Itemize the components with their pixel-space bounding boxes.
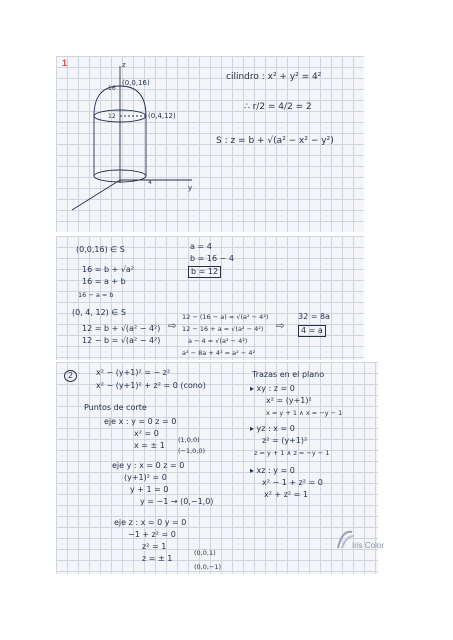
result-a: a = 4 <box>190 242 212 251</box>
top-point-label: (0,0,16) <box>122 79 150 87</box>
eje-z-line: −1 + z² = 0 <box>128 530 176 539</box>
tick-12: 12 <box>108 113 116 120</box>
point2-title: (0, 4, 12) ∈ S <box>72 308 126 317</box>
trace-xy-line: x² = (y+1)² <box>266 396 312 405</box>
point1-line: 16 − a = b <box>78 291 114 299</box>
trace-xy-line: x = y + 1 ∧ x = −y − 1 <box>266 409 343 417</box>
eje-y-line: (y+1)² = 0 <box>124 473 167 482</box>
result-b-box: b = 12 <box>188 266 221 278</box>
problem2-number: 2 <box>64 370 77 382</box>
trace-yz-line: z² = (y+1)² <box>262 436 308 445</box>
surface-equation: S : z = b + √(a² − x² − y²) <box>216 136 334 146</box>
iris-color-logo <box>332 526 385 558</box>
eje-x-line: eje x : y = 0 z = 0 <box>104 417 177 426</box>
axis-label-y: y <box>188 184 193 192</box>
implies-arrow: ⇨ <box>168 321 177 332</box>
cylinder-figure <box>60 58 200 218</box>
point1-title: (0,0,16) ∈ S <box>76 245 125 254</box>
implies-arrow: ⇨ <box>276 321 285 332</box>
cut-points-title: Puntos de corte <box>84 403 147 412</box>
eje-y-line: y + 1 = 0 <box>130 485 169 494</box>
x-axis <box>72 180 120 210</box>
rim-point-label: (0,4,12) <box>148 112 176 120</box>
cylinder-equation: cilindro : x² + y² = 4² <box>226 72 322 82</box>
eje-y-line: eje y : x = 0 z = 0 <box>112 461 185 470</box>
trace-xz-line: x² − 1 + z² = 0 <box>262 478 323 487</box>
trazas-title: Trazas en el plano <box>252 370 325 379</box>
eje-x-point: (−1,0,0) <box>178 447 206 455</box>
cone-equation: x² − (y+1)² = − z² <box>96 368 171 377</box>
final-box: 4 = a <box>298 325 326 337</box>
point1-line: 16 = a + b <box>82 277 126 286</box>
trace-yz-line: ▸ yz : x = 0 <box>250 424 295 433</box>
eje-y-line: y = −1 → (0,−1,0) <box>140 497 214 506</box>
cone-equation: x² − (y+1)² + z² = 0 (cono) <box>96 381 206 390</box>
eje-x-point: (1,0,0) <box>178 436 200 444</box>
mid-line: a − 4 = √(a² − 4²) <box>188 337 248 345</box>
eje-z-point: (0,0,1) <box>194 549 216 557</box>
mid-line: 12 − 16 + a = √(a² − 4²) <box>182 325 264 333</box>
mid-line: a² − 8a + 4² = a² − 4² <box>182 349 256 357</box>
point2-line: 12 − b = √(a² − 4²) <box>82 336 161 345</box>
tick-4: 4 <box>148 179 152 186</box>
trace-xz-line: ▸ xz : y = 0 <box>250 466 295 475</box>
eje-z-line: z² = 1 <box>142 542 167 551</box>
eje-z-line: eje z : x = 0 y = 0 <box>114 518 187 527</box>
eje-z-point: (0,0,−1) <box>194 563 222 571</box>
eje-z-line: z = ± 1 <box>142 554 173 563</box>
trace-xy-line: ▸ xy : z = 0 <box>250 384 295 393</box>
point1-line: 16 = b + √a² <box>82 265 135 274</box>
eje-x-line: x = ± 1 <box>134 441 165 450</box>
trace-xz-line: x² + z² = 1 <box>264 490 309 499</box>
svg-text:Iris Color: Iris Color <box>352 541 385 550</box>
axis-label-z: z <box>122 61 126 69</box>
tick-16: 16 <box>108 85 116 92</box>
final-line: 32 = 8a <box>298 312 330 321</box>
graph-paper-sheet-3 <box>56 362 378 574</box>
point2-line: 12 = b + √(a² − 4²) <box>82 324 161 333</box>
page-number: 1 <box>62 58 68 68</box>
radius-ratio: ∴ r/2 = 4/2 = 2 <box>244 102 312 112</box>
iris-logo-icon <box>332 526 385 554</box>
mid-line: 12 − (16 − a) = √(a² − 4²) <box>182 313 269 321</box>
trace-yz-line: z = y + 1 ∧ z = −y − 1 <box>254 449 330 457</box>
eje-x-line: x² = 0 <box>134 429 159 438</box>
result-b: b = 16 − 4 <box>190 254 234 263</box>
